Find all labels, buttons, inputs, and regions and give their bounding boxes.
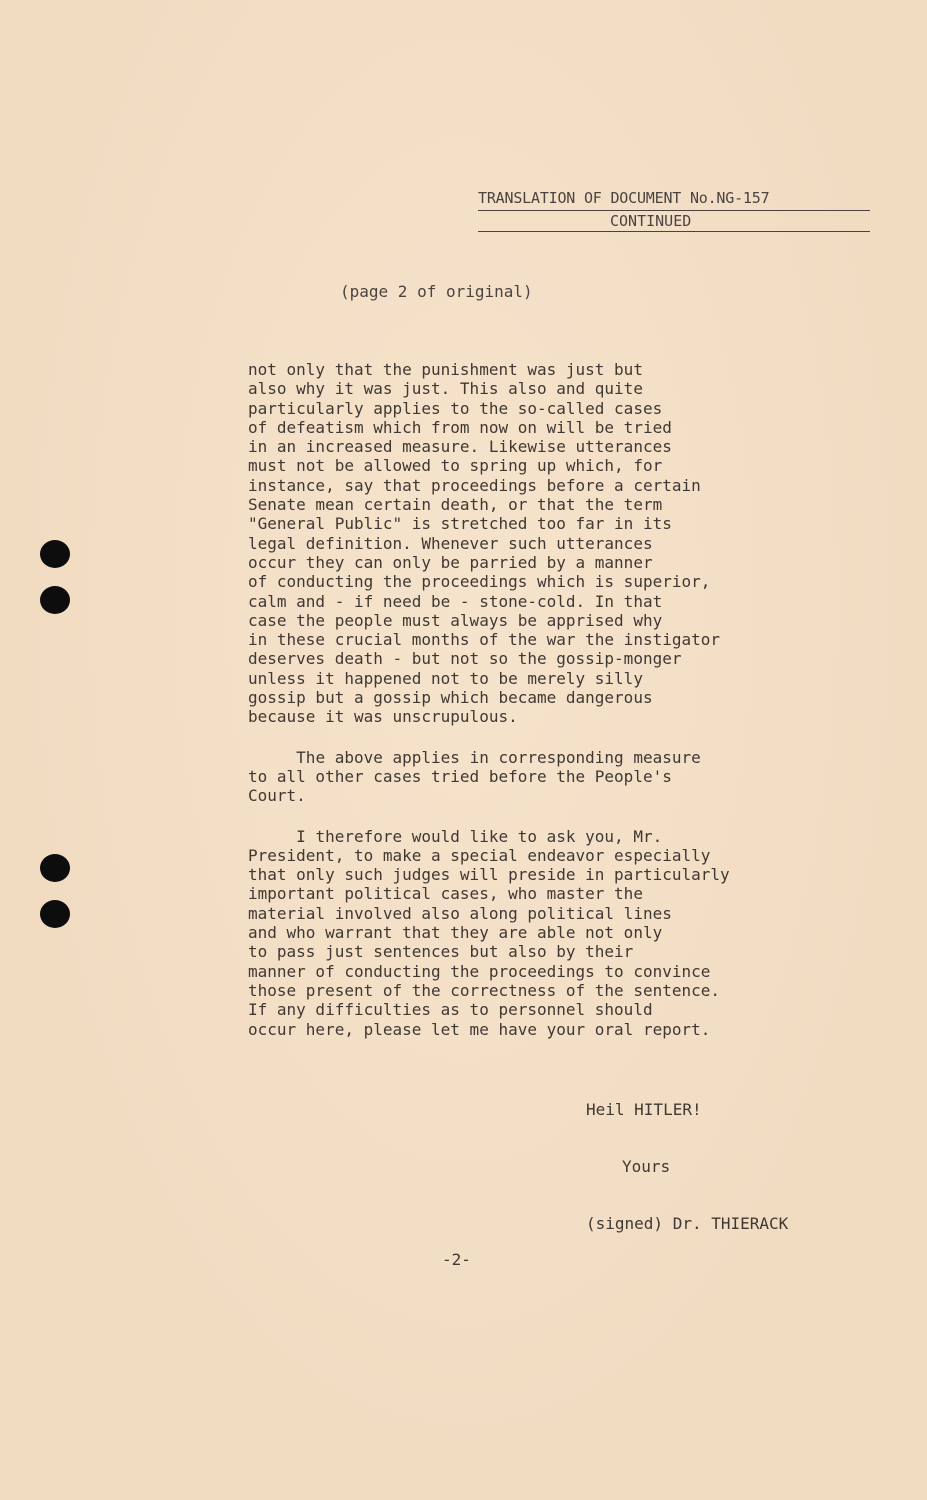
- punch-hole-4: [40, 900, 70, 928]
- body-text: [248, 360, 848, 1039]
- paragraph-1: not only that the punishment was just but also why it was just. This also and quite particularly applies to the so-called cases of defeatism which from now on will be tried in an increased measure. Likewise utterances must not be allowed to spring up which, for instance, say that proceedings before a certain Senate mean certain death, or that the term "General Public" is stretched too far in its legal definition. Whenever such utterances occur they can only be parried by a manner of conducting the proceedings which is superior, calm and - if need be - stone-cold. In that case the people must always be apprised why in these crucial months of the war the instigator deserves death - but not so the gossip-monger unless it happened not to be merely silly gossip but a gossip which became dangerous because it was unscrupulous.: [248, 360, 721, 727]
- closing-block: [586, 1062, 788, 1271]
- punch-hole-1: [40, 540, 70, 568]
- punch-hole-3: [40, 854, 70, 882]
- header-subtitle: CONTINUED: [478, 211, 870, 232]
- signature: (signed) Dr. THIERACK: [586, 1214, 789, 1233]
- salutation: Heil HITLER!: [586, 1100, 702, 1119]
- punch-hole-2: [40, 586, 70, 614]
- header-title: TRANSLATION OF DOCUMENT No.NG-157: [478, 188, 870, 211]
- document-header: [478, 188, 870, 232]
- page-number: -2-: [442, 1250, 471, 1269]
- paragraph-3: I therefore would like to ask you, Mr. President, to make a special endeavor especially that only such judges will preside in particularly important political cases, who master the material involved also along political lines and who warrant that they are able not only to pass just sentences but also by their manner of conducting the proceedings to convince those present of the correctness of the sentence. If any difficulties as to personnel should occur here, please let me have your oral report.: [248, 826, 730, 1039]
- paragraph-2: The above applies in corresponding measure to all other cases tried before the People's Court.: [248, 747, 701, 806]
- closing-yours: Yours: [622, 1157, 671, 1176]
- page-note: (page 2 of original): [340, 282, 533, 301]
